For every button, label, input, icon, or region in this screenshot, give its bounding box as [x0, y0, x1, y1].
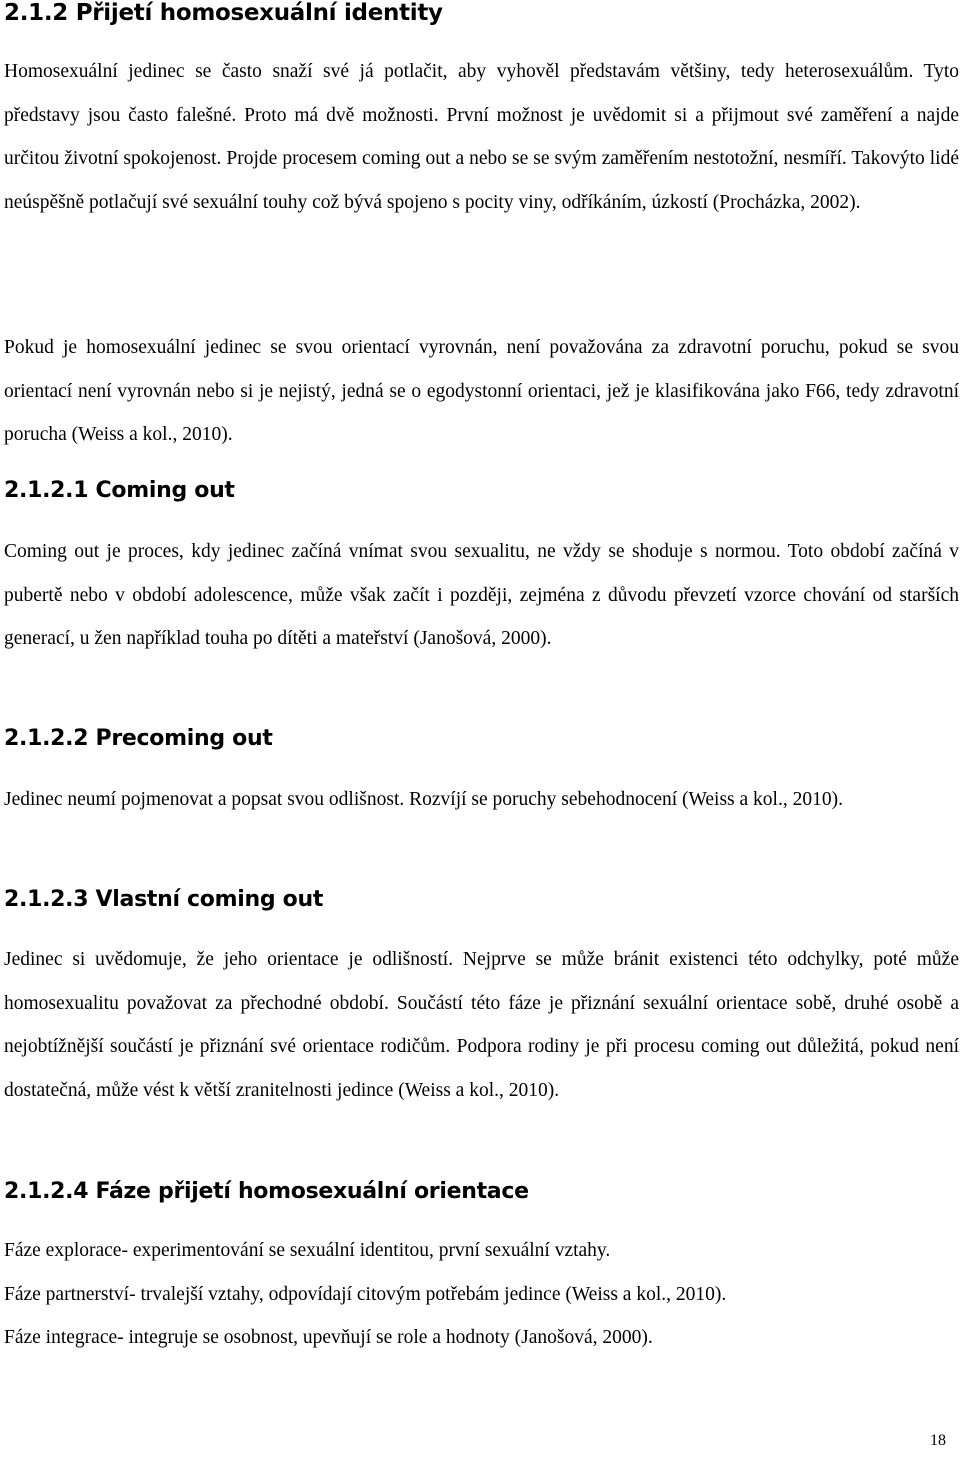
list-item: Fáze explorace- experimentování se sexuální identitou, první sexuální vztahy.: [4, 1240, 611, 1261]
page-number: 18: [930, 1432, 946, 1449]
subsection-heading: 2.1.2.4 Fáze přijetí homosexuální orientace: [4, 1179, 529, 1204]
subsection-heading: 2.1.2.1 Coming out: [4, 478, 235, 503]
section-heading: 2.1.2 Přijetí homosexuální identity: [4, 0, 443, 26]
list-item: Fáze integrace- integruje se osobnost, upevňují se role a hodnoty (Janošová, 2000).: [4, 1327, 653, 1348]
subsection-heading: 2.1.2.3 Vlastní coming out: [4, 887, 324, 912]
paragraph: Jedinec neumí pojmenovat a popsat svou odlišnost. Rozvíjí se poruchy sebehodnocení (Weiss a kol., 2010).: [4, 789, 843, 810]
paragraph: Coming out je proces, kdy jedinec začíná vnímat svou sexualitu, ne vždy se shoduje s normou. Toto období začíná v pubertě nebo v období adolescence, může však začít i později, zejména z důvodu převzetí vzorce chování od starších generací, u žen například touha po dítěti a mateřství (Janošová, 2000).: [4, 541, 959, 649]
list-item: Fáze partnerství- trvalejší vztahy, odpovídají citovým potřebám jedince (Weiss a kol., 2010).: [4, 1284, 727, 1305]
paragraph: Pokud je homosexuální jedinec se svou orientací vyrovnán, není považována za zdravotní poruchu, pokud se svou orientací není vyrovnán nebo si je nejistý, jedná se o egodystonní orientaci, jež je klasifikována jako F66, tedy zdravotní porucha (Weiss a kol., 2010).: [4, 337, 959, 445]
paragraph: Homosexuální jedinec se často snaží své já potlačit, aby vyhověl představám většiny, tedy heterosexuálům. Tyto představy jsou často falešné. Proto má dvě možnosti. První možnost je uvědomit si a přijmout své zaměření a najde určitou životní spokojenost. Projde procesem coming out a nebo se se svým zaměřením nestotožní, nesmíří. Takovýto lidé neúspěšně potlačují své sexuální touhy což bývá spojeno s pocity viny, odříkáním, úzkostí (Procházka, 2002).: [4, 61, 959, 213]
subsection-heading: 2.1.2.2 Precoming out: [4, 726, 273, 751]
paragraph: Jedinec si uvědomuje, že jeho orientace je odlišností. Nejprve se může bránit existenci této odchylky, poté může homosexualitu považovat za přechodné období. Součástí této fáze je přiznání sexuální orientace sobě, druhé osobě a nejobtížnější součástí je přiznání své orientace rodičům. Podpora rodiny je při procesu coming out důležitá, pokud není dostatečná, může vést k větší zranitelnosti jedince (Weiss a kol., 2010).: [4, 949, 959, 1101]
